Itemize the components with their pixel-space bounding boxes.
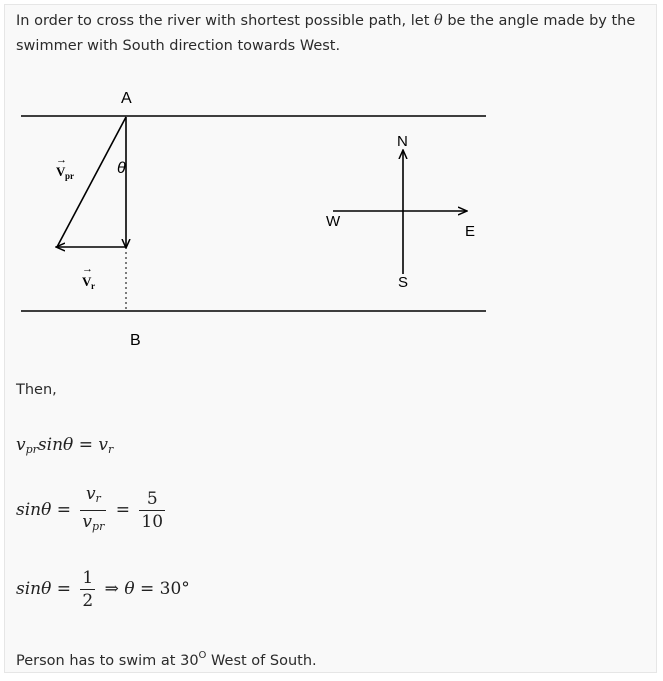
eq2-num1-sub: r bbox=[95, 492, 101, 505]
eq3-equals-2: = bbox=[139, 579, 155, 599]
eq3-implies: ⇒ bbox=[104, 579, 119, 599]
point-b-label: B bbox=[130, 332, 141, 349]
eq3-lhs: sinθ bbox=[16, 579, 52, 599]
eq3-equals: = bbox=[56, 579, 72, 599]
conclusion-degree: O bbox=[198, 650, 207, 661]
eq1-v2: v bbox=[98, 435, 108, 455]
eq2-num1: v bbox=[85, 484, 96, 504]
eq1-equals: = bbox=[78, 435, 93, 455]
vr-letter: V bbox=[82, 274, 92, 289]
compass-east-label: E bbox=[465, 223, 476, 240]
vpr-subscript: pr bbox=[65, 171, 74, 181]
eq2-equals-2: = bbox=[115, 500, 130, 520]
vector-resultant-line bbox=[57, 117, 126, 247]
then-label: Then, bbox=[16, 382, 57, 398]
eq2-fraction-1 bbox=[80, 483, 106, 538]
theta-angle-label: θ bbox=[117, 160, 126, 177]
eq3-theta: θ bbox=[124, 579, 135, 599]
eq3-result: 30° bbox=[159, 579, 190, 599]
conclusion-before: Person has to swim at 30 bbox=[16, 653, 199, 669]
eq3-num: 1 bbox=[82, 568, 94, 588]
eq2-lhs: sinθ bbox=[16, 500, 52, 520]
compass-rose bbox=[326, 133, 475, 291]
eq2-den1-sub: pr bbox=[92, 520, 105, 533]
equation-1 bbox=[16, 435, 113, 456]
point-a-label: A bbox=[121, 90, 132, 107]
vpr-arrow: → bbox=[56, 154, 67, 166]
compass-south-label: S bbox=[398, 274, 409, 291]
eq2-equals-1: = bbox=[56, 500, 72, 520]
equation-2 bbox=[16, 483, 169, 538]
vpr-letter: V bbox=[56, 164, 66, 179]
equation-3 bbox=[16, 567, 190, 612]
vr-arrow: → bbox=[82, 263, 93, 275]
conclusion-text bbox=[16, 650, 317, 669]
intro-text-after: be the angle made by the swimmer with South direction towards West. bbox=[16, 13, 636, 54]
intro-text-before: In order to cross the river with shortest possible path, let bbox=[16, 13, 434, 29]
eq2-den1: v bbox=[82, 512, 93, 532]
compass-north-label: N bbox=[397, 133, 408, 150]
vector-vpr-label bbox=[56, 154, 74, 181]
compass-west-label: W bbox=[326, 213, 341, 230]
eq3-den: 2 bbox=[82, 591, 94, 611]
eq1-sin: sinθ bbox=[37, 435, 74, 455]
solution-panel bbox=[4, 4, 657, 673]
conclusion-after: West of South. bbox=[206, 653, 317, 669]
intro-theta: θ bbox=[434, 13, 443, 29]
eq1-r: r bbox=[107, 443, 114, 456]
eq2-fraction-2 bbox=[139, 488, 165, 533]
eq2-num2: 5 bbox=[139, 488, 165, 511]
eq1-pr: pr bbox=[25, 443, 38, 456]
vector-vr-label bbox=[82, 263, 95, 291]
river-crossing-diagram bbox=[5, 5, 658, 349]
eq1-v: v bbox=[16, 435, 26, 455]
vr-subscript: r bbox=[91, 281, 95, 291]
eq3-fraction bbox=[80, 567, 95, 612]
eq2-den2: 10 bbox=[141, 512, 164, 532]
